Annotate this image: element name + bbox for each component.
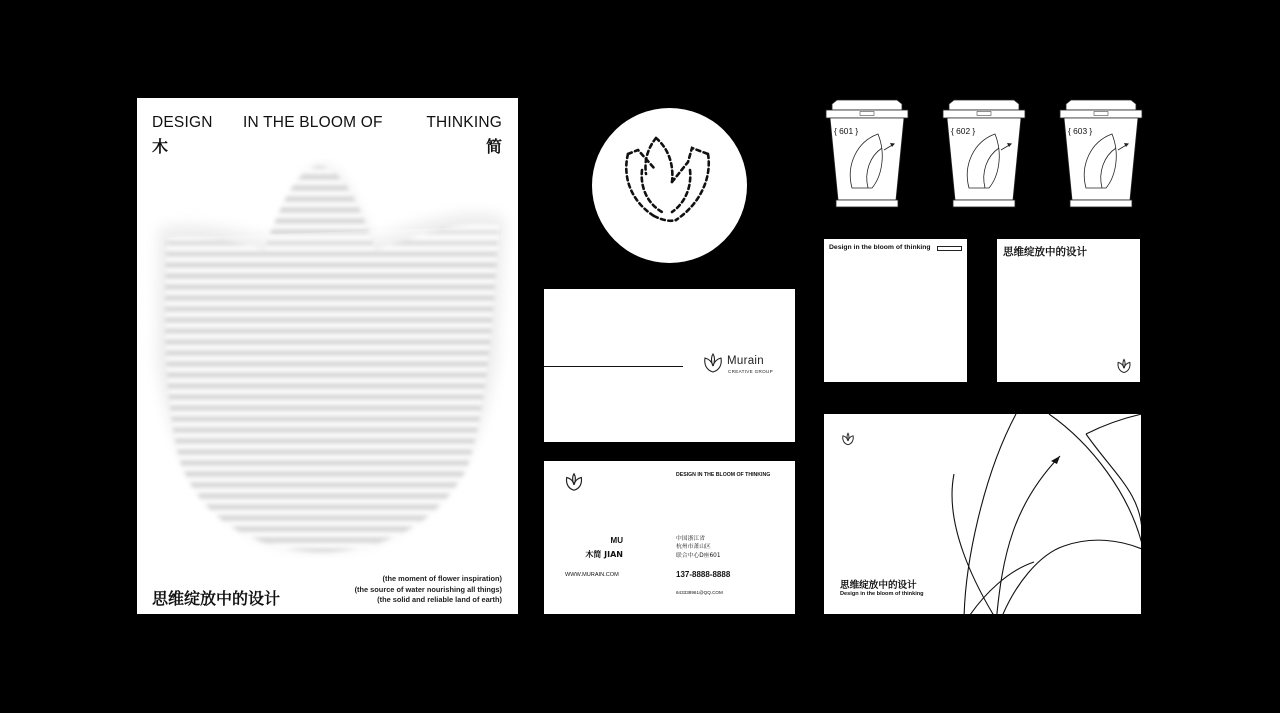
envelope-title-en: Design in the bloom of thinking <box>840 591 924 597</box>
notepad-left <box>824 239 967 382</box>
coffee-cup-603 <box>1058 96 1144 210</box>
notepad-title: Design in the bloom of thinking <box>829 244 931 251</box>
poster-cn-left: 木 <box>152 137 169 156</box>
envelope-title-cn: 思维绽放中的设计 <box>840 580 917 591</box>
circle-sticker <box>592 108 747 263</box>
business-card-back <box>544 461 795 614</box>
card-address <box>676 535 721 560</box>
striped-tulip-graphic <box>137 158 518 558</box>
cup-label: { 601 } <box>834 126 859 136</box>
notepad-field-box <box>937 246 962 251</box>
poster-heading-middle: IN THE BLOOM OF <box>243 114 383 131</box>
poster-cn-right: 简 <box>485 137 502 156</box>
tulip-logo-icon <box>564 471 584 493</box>
card-name: 木简 JIAN <box>585 550 623 559</box>
tulip-logo-icon <box>702 352 724 374</box>
business-card-front <box>544 289 795 442</box>
cup-graphic <box>824 96 910 210</box>
cup-label: { 602 } <box>951 126 976 136</box>
cup-graphic <box>1058 96 1144 210</box>
cup-label: { 603 } <box>1068 126 1093 136</box>
card-brand-name: Murain <box>727 355 764 367</box>
card-website: WWW.MURAIN.COM <box>565 572 619 578</box>
poster-note-2: (the source of water nourishing all things) <box>354 584 502 594</box>
poster-heading-design: DESIGN <box>152 114 213 131</box>
notepad-right <box>997 239 1140 382</box>
poster-note-1: (the moment of flower inspiration) <box>382 574 502 583</box>
card-address-line-1: 中国浙江省 <box>676 536 705 542</box>
coffee-cup-601 <box>824 96 910 210</box>
poster-notes <box>355 574 502 606</box>
cup-graphic <box>941 96 1027 210</box>
poster-bottom-title: 思维绽放中的设计 <box>152 589 281 608</box>
card-address-line-3: 联合中心D座601 <box>676 552 721 559</box>
card-tagline: DESIGN IN THE BLOOM OF THINKING <box>676 472 771 478</box>
tulip-logo-icon <box>1116 358 1132 374</box>
card-phone: 137-8888-8888 <box>676 570 731 579</box>
card-divider-line <box>544 366 683 367</box>
card-email: 643338961@QQ.COM <box>676 590 723 595</box>
card-address-line-2: 杭州市萧山区 <box>676 544 711 551</box>
poster <box>137 98 518 614</box>
card-name-en: MU <box>610 536 623 545</box>
card-brand-sub: CREATIVE GROUP <box>728 369 773 374</box>
notepad-title: 思维绽放中的设计 <box>1003 246 1087 258</box>
envelope <box>824 414 1141 614</box>
dashed-tulip-logo-icon <box>592 108 747 263</box>
coffee-cup-602 <box>941 96 1027 210</box>
poster-heading-thinking: THINKING <box>426 114 502 131</box>
poster-note-3: (the solid and reliable land of earth) <box>377 595 502 604</box>
